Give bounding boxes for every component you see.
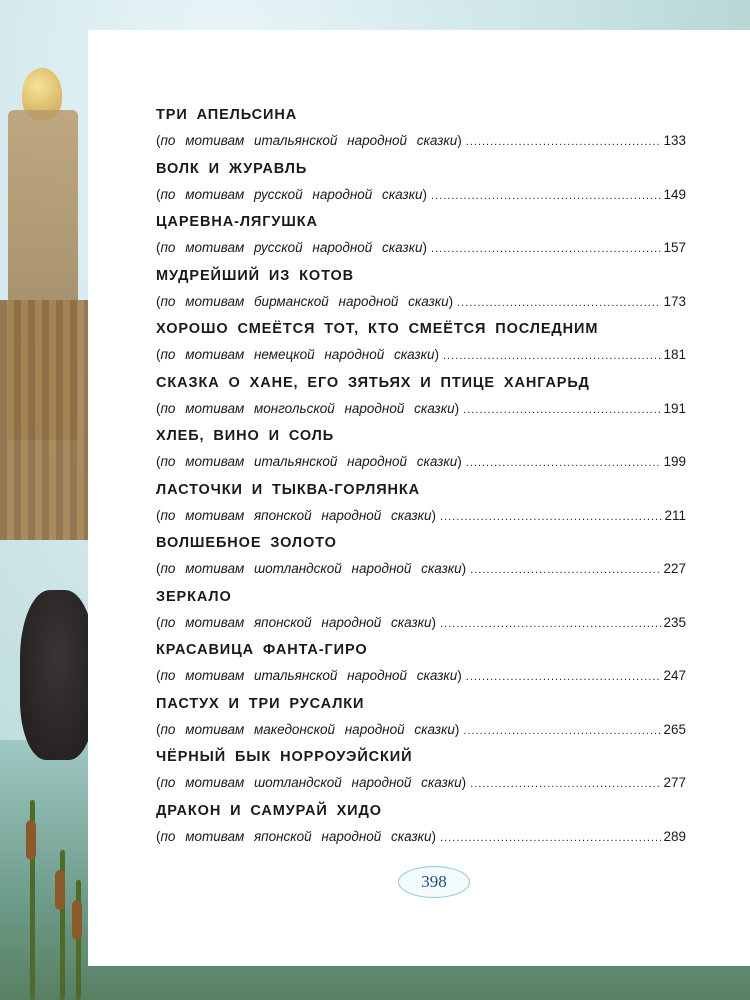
story-origin: по мотивам итальянской народной сказки xyxy=(160,668,458,683)
toc-entry[interactable] xyxy=(156,370,686,424)
toc-entry[interactable] xyxy=(156,798,686,852)
story-subtitle-line xyxy=(156,342,686,368)
story-subtitle-line xyxy=(156,663,686,689)
cattail-illustration xyxy=(26,820,36,860)
close-paren: ) xyxy=(454,721,460,737)
story-subtitle-line xyxy=(156,556,686,582)
toc-entry[interactable] xyxy=(156,584,686,638)
close-paren: ) xyxy=(431,614,437,630)
dot-leader xyxy=(470,557,661,583)
story-title: ДРАКОН И САМУРАЙ ХИДО xyxy=(156,802,382,819)
story-page-number: 227 xyxy=(663,561,686,576)
story-origin: по мотивам русской народной сказки xyxy=(160,186,423,202)
toc-entry[interactable] xyxy=(156,156,686,210)
story-page-number: 173 xyxy=(663,293,686,309)
story-origin: по мотивам немецкой народной сказки xyxy=(160,347,435,362)
dot-leader xyxy=(466,129,662,155)
story-page-number: 265 xyxy=(663,721,686,737)
dot-leader xyxy=(463,718,661,744)
story-title: ЗЕРКАЛО xyxy=(156,588,232,605)
story-subtitle-line xyxy=(156,824,686,850)
story-subtitle-line xyxy=(156,289,686,315)
page-number: 398 xyxy=(421,872,447,891)
story-title: ЧЁРНЫЙ БЫК НОРРОУЭЙСКИЙ xyxy=(156,749,413,765)
story-subtitle-line xyxy=(156,717,686,743)
toc-entry[interactable] xyxy=(156,530,686,584)
open-paren: ( xyxy=(156,186,161,202)
story-page-number: 277 xyxy=(663,775,686,790)
story-title: ВОЛК И ЖУРАВЛЬ xyxy=(156,160,308,177)
story-title: ХОРОШО СМЕЁТСЯ ТОТ, КТО СМЕЁТСЯ ПОСЛЕДНИМ xyxy=(156,321,599,337)
reed-illustration xyxy=(76,880,81,1000)
story-page-number: 149 xyxy=(663,186,686,202)
toc-entry[interactable] xyxy=(156,637,686,691)
story-page-number: 289 xyxy=(663,828,686,844)
dot-leader xyxy=(443,343,661,369)
story-title: ВОЛШЕБНОЕ ЗОЛОТО xyxy=(156,535,337,551)
open-paren: ( xyxy=(156,775,161,790)
close-paren: ) xyxy=(461,775,467,790)
cattail-illustration xyxy=(55,870,65,910)
open-paren: ( xyxy=(156,828,161,844)
close-paren: ) xyxy=(448,293,454,309)
dot-leader xyxy=(470,771,661,797)
story-title: ПАСТУХ И ТРИ РУСАЛКИ xyxy=(156,695,365,712)
story-title: ХЛЕБ, ВИНО И СОЛЬ xyxy=(156,428,335,444)
story-page-number: 181 xyxy=(663,347,686,362)
close-paren: ) xyxy=(461,561,467,576)
story-subtitle-line xyxy=(156,235,686,261)
dot-leader xyxy=(431,183,661,209)
story-origin: по мотивам монгольской народной сказки xyxy=(160,400,455,416)
open-paren: ( xyxy=(156,133,161,148)
story-title: ЦАРЕВНА-ЛЯГУШКА xyxy=(156,214,318,230)
story-page-number: 199 xyxy=(663,454,686,469)
story-subtitle-line xyxy=(156,128,686,154)
close-paren: ) xyxy=(422,186,428,202)
story-page-number: 247 xyxy=(663,668,686,683)
open-paren: ( xyxy=(156,454,161,469)
story-title: ТРИ АПЕЛЬСИНА xyxy=(156,107,298,123)
toc-entry[interactable] xyxy=(156,102,686,156)
dot-leader xyxy=(440,504,662,530)
dot-leader xyxy=(457,290,661,316)
close-paren: ) xyxy=(431,828,437,844)
open-paren: ( xyxy=(156,561,161,576)
story-subtitle-line xyxy=(156,770,686,796)
close-paren: ) xyxy=(431,507,437,523)
story-origin: по мотивам русской народной сказки xyxy=(160,240,423,255)
dot-leader xyxy=(463,397,661,423)
dot-leader xyxy=(466,664,662,690)
story-title: ЛАСТОЧКИ И ТЫКВА-ГОРЛЯНКА xyxy=(156,481,421,498)
dot-leader xyxy=(466,450,662,476)
toc-entry[interactable] xyxy=(156,209,686,263)
close-paren: ) xyxy=(454,400,460,416)
close-paren: ) xyxy=(457,133,462,148)
story-origin: по мотивам македонской народной сказки xyxy=(160,721,455,737)
story-origin: по мотивам итальянской народной сказки xyxy=(160,454,458,469)
story-subtitle-line xyxy=(156,396,686,422)
story-origin: по мотивам итальянской народной сказки xyxy=(160,133,458,148)
dot-leader xyxy=(440,611,661,637)
open-paren: ( xyxy=(156,668,161,683)
open-paren: ( xyxy=(156,614,161,630)
toc-entry[interactable] xyxy=(156,263,686,317)
toc-entry[interactable] xyxy=(156,744,686,798)
close-paren: ) xyxy=(457,668,462,683)
close-paren: ) xyxy=(434,347,439,362)
close-paren: ) xyxy=(457,454,462,469)
story-origin: по мотивам шотландской народной сказки xyxy=(160,775,462,790)
story-subtitle-line xyxy=(156,449,686,475)
page-panel xyxy=(88,30,750,966)
story-page-number: 211 xyxy=(664,507,686,523)
toc-entry[interactable] xyxy=(156,316,686,370)
story-title: МУДРЕЙШИЙ ИЗ КОТОВ xyxy=(156,267,355,284)
story-subtitle-line xyxy=(156,503,686,529)
toc-entry[interactable] xyxy=(156,691,686,745)
story-title: СКАЗКА О ХАНЕ, ЕГО ЗЯТЬЯХ И ПТИЦЕ ХАНГАРЬД xyxy=(156,374,590,391)
close-paren: ) xyxy=(422,240,428,255)
open-paren: ( xyxy=(156,721,161,737)
story-origin: по мотивам японской народной сказки xyxy=(160,614,432,630)
story-origin: по мотивам шотландской народной сказки xyxy=(160,561,462,576)
story-origin: по мотивам японской народной сказки xyxy=(160,507,432,523)
bull-illustration xyxy=(20,590,95,760)
open-paren: ( xyxy=(156,507,161,523)
story-title: КРАСАВИЦА ФАНТА-ГИРО xyxy=(156,642,368,658)
cattail-illustration xyxy=(72,900,82,940)
table-of-contents xyxy=(156,102,686,851)
story-page-number: 191 xyxy=(663,400,686,416)
toc-entry[interactable] xyxy=(156,477,686,531)
toc-entry[interactable] xyxy=(156,423,686,477)
story-page-number: 157 xyxy=(663,240,686,255)
story-page-number: 133 xyxy=(663,133,686,148)
dot-leader xyxy=(431,236,661,262)
open-paren: ( xyxy=(156,400,161,416)
story-subtitle-line xyxy=(156,182,686,208)
dot-leader xyxy=(440,825,661,851)
open-paren: ( xyxy=(156,347,161,362)
page-number-badge xyxy=(398,866,470,898)
fortress-wall-illustration xyxy=(0,300,95,540)
story-origin: по мотивам японской народной сказки xyxy=(160,828,432,844)
story-page-number: 235 xyxy=(663,614,686,630)
story-subtitle-line xyxy=(156,610,686,636)
story-origin: по мотивам бирманской народной сказки xyxy=(160,293,449,309)
open-paren: ( xyxy=(156,293,161,309)
open-paren: ( xyxy=(156,240,161,255)
